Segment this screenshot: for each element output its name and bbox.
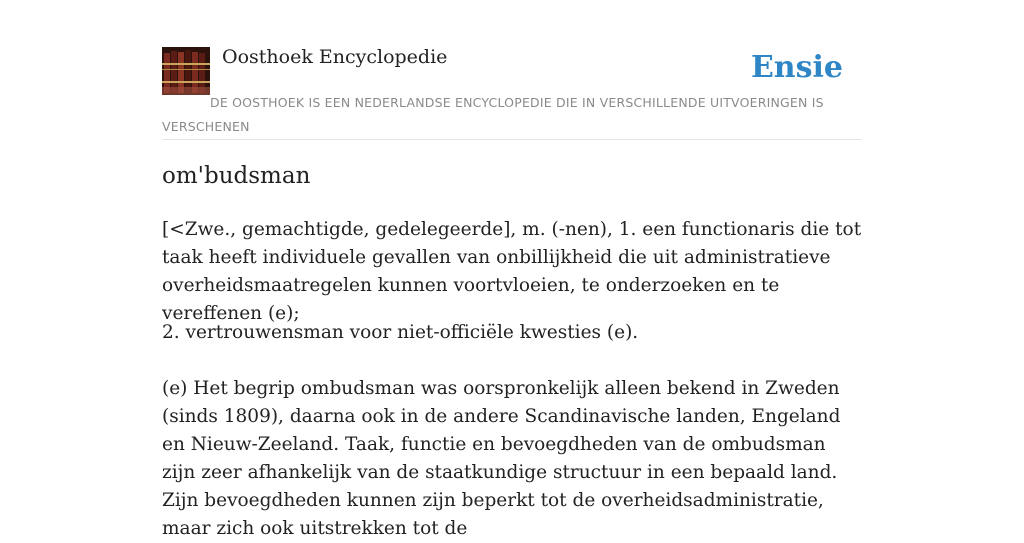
brand-logo[interactable]: Ensie	[750, 50, 843, 85]
book-spines-icon	[162, 47, 210, 95]
site-tagline: DE OOSTHOEK IS EEN NEDERLANDSE ENCYCLOPEDIE DIE IN VERSCHILLENDE UITVOERINGEN IS VERSCHENEN	[162, 95, 824, 134]
site-logo[interactable]	[162, 47, 210, 95]
entry-definition-2: 2. vertrouwensman voor niet-officiële kwesties (e).	[162, 322, 639, 343]
entry-note: (e) Het begrip ombudsman was oorspronkelijk alleen bekend in Zweden (sinds 1809), daarna ook in de andere Scandinavische landen, Engeland en Nieuw-Zeeland. Taak, functie en bevoegdheden van de ombudsman zijn zeer afhankelijk van de staatkundige structuur in een bepaald land. Zijn bevoegdheden kunnen zijn beperkt tot de overheidsadministratie, maar zich ook uitstrekken tot de	[162, 378, 841, 539]
entry-headword: om'budsman	[162, 163, 311, 189]
page	[162, 0, 862, 539]
header-divider	[162, 139, 862, 140]
site-name[interactable]: Oosthoek Encyclopedie	[222, 46, 448, 68]
entry-definition-1: [<Zwe., gemachtigde, gedelegeerde], m. (-nen), 1. een functionaris die tot taak heeft individuele gevallen van onbillijkheid die uit administratieve overheidsmaatregelen kunnen voortvloeien, te onderzoeken en te vereffenen (e);	[162, 219, 862, 324]
